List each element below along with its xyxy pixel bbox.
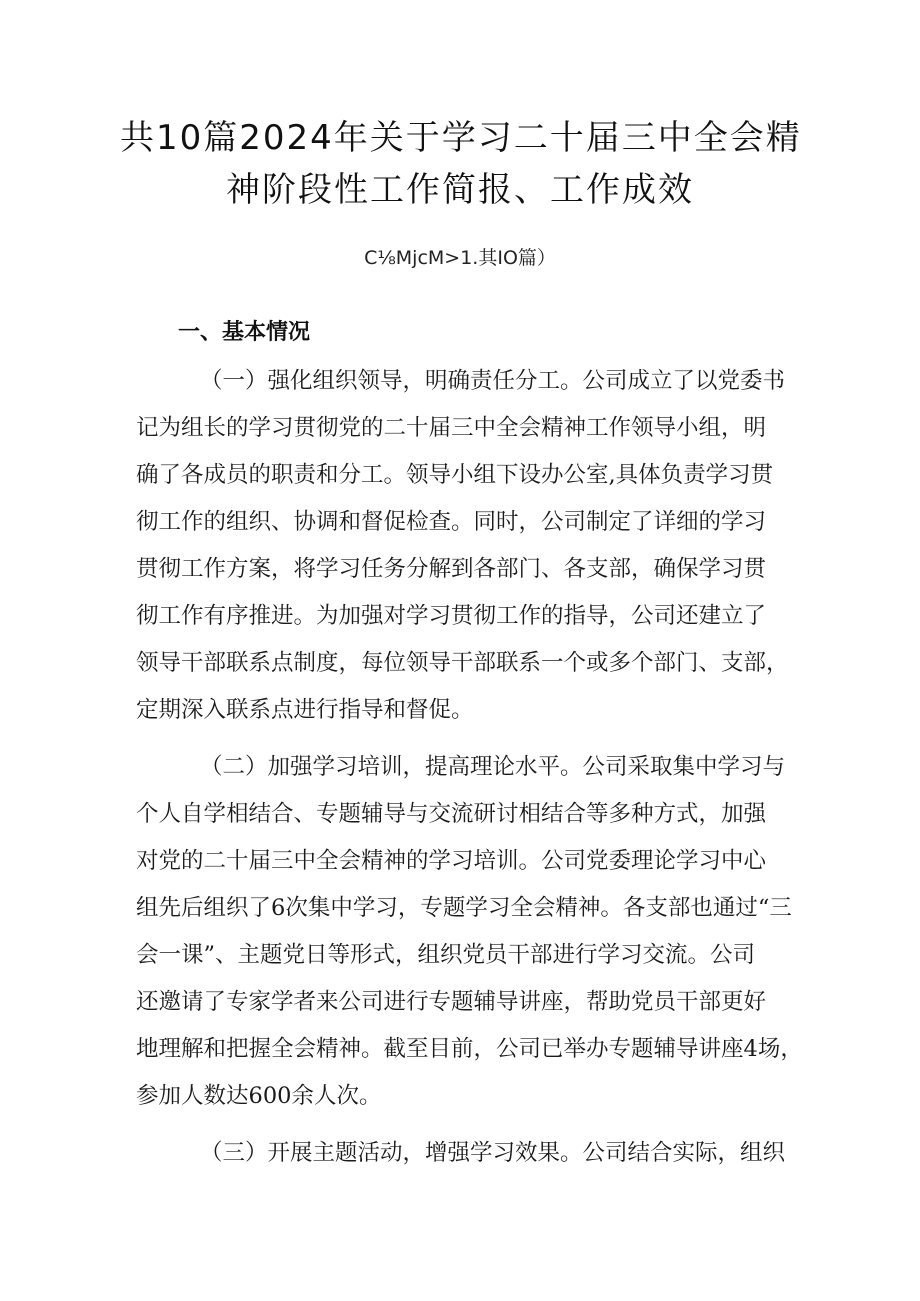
document-title-line-1: 共10篇2024年关于学习二十届三中全会精 bbox=[120, 118, 802, 158]
document-subtitle: C⅛MjcM>1.其IO篇） bbox=[364, 247, 556, 269]
document-title-line-2: 神阶段性工作简报、工作成效 bbox=[226, 170, 694, 210]
document-page: 共10篇2024年关于学习二十届三中全会精 神阶段性工作简报、工作成效 C⅛MjcM>1.其IO篇） 一、基本情况 （一）强化组织领导，明确责任分工。公司成立了以党委书 记为组长的学习贯彻党的二十届三中全会精神工作领导小组，明 确了各成员的职责和分工。领导小组下设办公室,具体负责学习贯 彻工作的组织、协调和督促检查。同时，公司制定了详细的学习 贯彻工作方案，将学习任务分解到各部门、各支部，确保学习贯 彻工作有序推进。为加强对学习贯彻工作的指导，公司还建立了 领导干部联系点制度，每位领导干部联系一个或多个部门、支部， 定期深入联系点进行指导和督促。 （二）加强学习培训，提高理论水平。公司采取集中学习与 个人自学相结合、专题辅导与交流研讨相结合等多种方式，加强 对党的二十届三中全会精神的学习培训。公司党委理论学习中心 组先后组织了6次集中学习，专题学习全会精神。各支部也通过“三 会一课”、主题党日等形式，组织党员干部进行学习交流。公司 还邀请了专家学者来公司进行专题辅导讲座，帮助党员干部更好 地理解和把握全会精神。截至目前，公司已举办专题辅导讲座4场， 参加人数达600余人次。 （三）开展主题活动，增强学习效果。公司结合实际，组织 bbox=[0, 0, 920, 1301]
section-heading: 一、基本情况 bbox=[178, 320, 311, 345]
